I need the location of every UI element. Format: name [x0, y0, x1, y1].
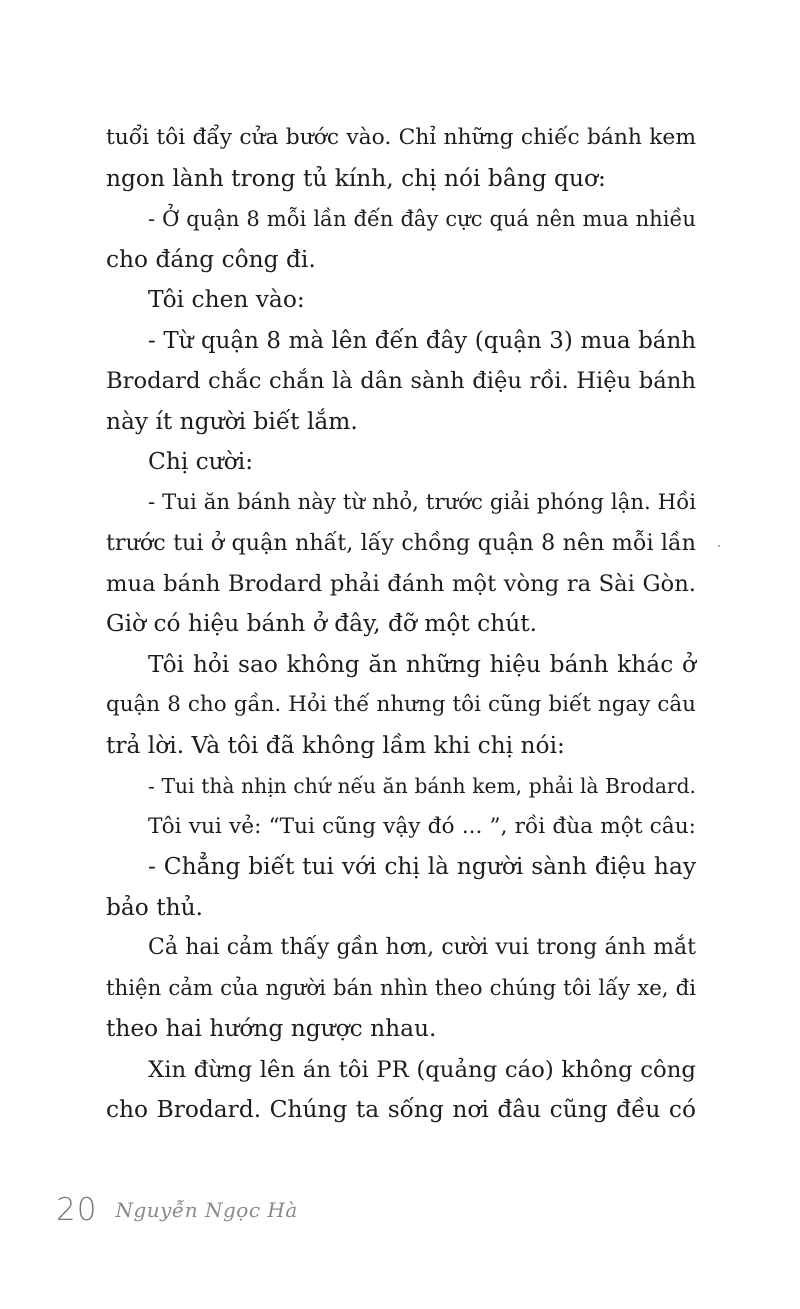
text-line: bảo thủ. — [106, 893, 204, 921]
page-number: 20 — [56, 1192, 98, 1228]
page-footer — [56, 1190, 298, 1230]
text-line: - Chẳng biết tui với chị là người sành điệu hay — [148, 853, 696, 880]
text-line: - Từ quận 8 mà lên đến đây (quận 3) mua bánh — [148, 327, 696, 354]
text-line: Brodard chắc chắn là dân sành điệu rồi. Hiệu bánh — [106, 368, 696, 394]
text-line: ngon lành trong tủ kính, chị nói bâng quơ: — [106, 164, 606, 192]
text-line: - Tui thà nhịn chứ nếu ăn bánh kem, phải là Brodard. — [148, 774, 696, 798]
text-line: thiện cảm của người bán nhìn theo chúng tôi lấy xe, đi — [106, 975, 696, 1001]
text-line: - Tui ăn bánh này từ nhỏ, trước giải phóng lận. Hồi — [148, 489, 696, 515]
author-name: Nguyễn Ngọc Hà — [115, 1198, 298, 1222]
text-line: - Ở quận 8 mỗi lần đến đây cực quá nên mua nhiều — [148, 206, 696, 231]
text-line: Tôi hỏi sao không ăn những hiệu bánh khác ở — [148, 650, 696, 678]
text-line: Cả hai cảm thấy gần hơn, cười vui trong ánh mắt — [148, 935, 696, 960]
text-line: Tôi vui vẻ: “Tui cũng vậy đó ... ”, rồi đùa một câu: — [148, 813, 696, 839]
text-line: theo hai hướng ngược nhau. — [106, 1015, 437, 1042]
text-line: cho đáng công đi. — [106, 245, 316, 273]
print-speck — [718, 545, 720, 547]
text-line: quận 8 cho gần. Hỏi thế nhưng tôi cũng biết ngay câu — [106, 692, 696, 717]
text-line: mua bánh Brodard phải đánh một vòng ra Sài Gòn. — [106, 570, 696, 597]
body-text — [106, 118, 696, 1131]
text-line: Tôi chen vào: — [148, 286, 305, 313]
text-line: Xin đừng lên án tôi PR (quảng cáo) không công — [148, 1056, 696, 1083]
text-line: trả lời. Và tôi đã không lầm khi chị nói: — [106, 731, 565, 759]
text-line: này ít người biết lắm. — [106, 407, 358, 435]
text-line: cho Brodard. Chúng ta sống nơi đâu cũng đều có — [106, 1096, 696, 1123]
text-line: Chị cười: — [148, 448, 254, 475]
text-line: Giờ có hiệu bánh ở đây, đỡ một chút. — [106, 610, 538, 637]
text-line: trước tui ở quận nhất, lấy chồng quận 8 nên mỗi lần — [106, 530, 696, 556]
text-line: tuổi tôi đẩy cửa bước vào. Chỉ những chiếc bánh kem — [106, 125, 696, 150]
